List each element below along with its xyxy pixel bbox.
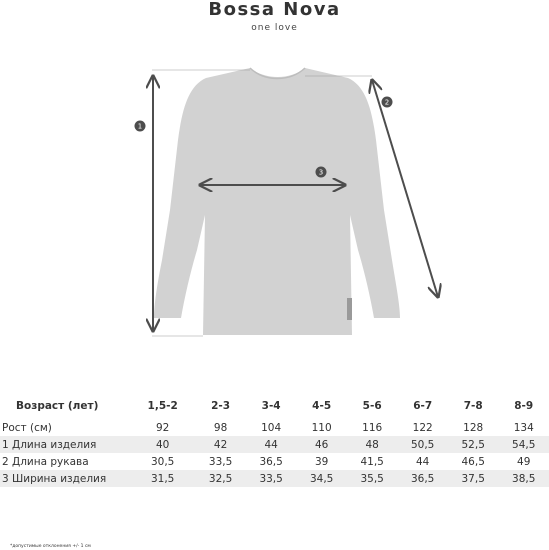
age-column-header: 5-6 [362, 400, 382, 412]
table-cell: 41,5 [360, 455, 384, 468]
table-row [0, 436, 549, 453]
table-cell: 34,5 [296, 470, 347, 487]
table-cell: 39 [314, 455, 329, 468]
age-column-header: 4-5 [312, 400, 332, 412]
table-cell: 49 [517, 455, 531, 468]
table-cell: 52,5 [448, 436, 499, 453]
table-cell: 134 [513, 421, 534, 434]
table-cell: 116 [362, 421, 383, 434]
table-cell: 31,5 [130, 470, 195, 487]
tshirt-shape [154, 68, 400, 335]
table-cell: 54,5 [498, 436, 549, 453]
table-row [0, 470, 549, 487]
table-cell: 36,5 [397, 470, 448, 487]
brand-tagline: one love [251, 23, 298, 33]
table-row [0, 419, 549, 436]
table-cell: 48 [347, 436, 398, 453]
table-cell: 44 [246, 436, 297, 453]
table-cell: 98 [213, 421, 228, 434]
table-cell: 42 [195, 436, 246, 453]
row-label: 2 Длина рукава [2, 455, 89, 468]
table-cell: 37,5 [448, 470, 499, 487]
table-cell: 92 [155, 421, 170, 434]
table-cell: 36,5 [259, 455, 283, 468]
table-cell: 33,5 [208, 455, 233, 468]
row-label: Рост (см) [2, 421, 52, 434]
table-cell: 104 [261, 421, 282, 434]
brand-name: Bossa Nova [208, 0, 341, 20]
svg-text:1: 1 [137, 122, 143, 131]
table-cell: 33,5 [246, 470, 297, 487]
svg-text:3: 3 [318, 168, 324, 177]
age-column-header: 7-8 [463, 400, 483, 412]
table-cell: 50,5 [397, 436, 448, 453]
size-table [0, 398, 549, 487]
age-column-header: 2-3 [211, 400, 231, 412]
header-label: Возраст (лет) [16, 400, 99, 412]
age-column-header: 6-7 [413, 400, 433, 412]
table-header-row [0, 398, 549, 414]
age-column-header: 1,5-2 [147, 400, 178, 412]
garment-label-tag [347, 298, 352, 320]
table-cell: 40 [130, 436, 195, 453]
table-cell: 122 [412, 421, 433, 434]
marker-3 [316, 167, 327, 178]
table-cell: 110 [311, 421, 332, 434]
age-column-header: 8-9 [514, 400, 534, 412]
table-cell: 46 [296, 436, 347, 453]
age-column-header: 3-4 [261, 400, 281, 412]
table-cell: 38,5 [498, 470, 549, 487]
table-cell: 46,5 [461, 455, 485, 468]
row-label: 1 Длина изделия [0, 436, 130, 453]
marker-2 [382, 97, 393, 108]
table-cell: 128 [463, 421, 484, 434]
table-cell: 32,5 [195, 470, 246, 487]
row-label: 3 Ширина изделия [0, 470, 130, 487]
svg-text:2: 2 [384, 98, 390, 107]
table-cell: 30,5 [150, 455, 175, 468]
table-cell: 44 [415, 455, 430, 468]
footnote: *допустимые отклонения +/- 1 см [10, 544, 91, 549]
table-row [0, 453, 549, 470]
table-cell: 35,5 [347, 470, 398, 487]
marker-1 [135, 121, 146, 132]
